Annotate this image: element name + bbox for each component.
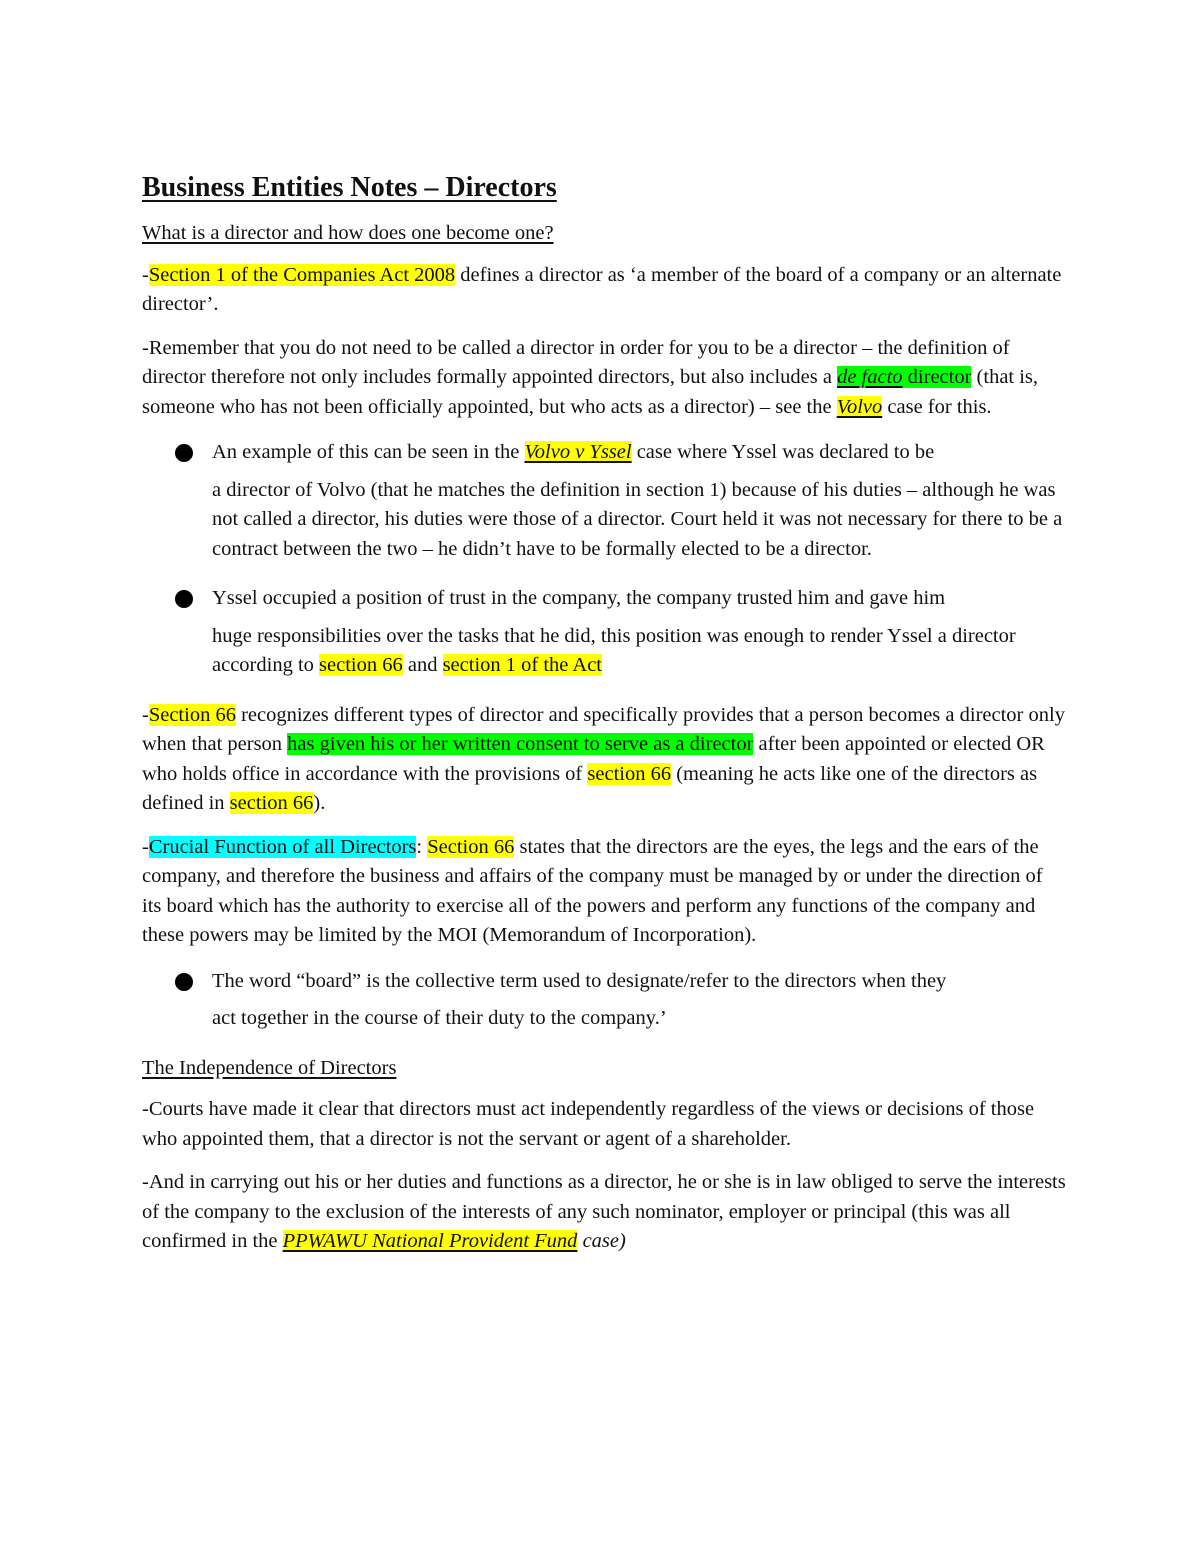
highlight-crucial-function: Crucial Function of all Directors bbox=[148, 835, 417, 858]
paragraph-text: (meaning he acts like one of the directors as defined in bbox=[142, 762, 1038, 814]
highlight-section-1: Section 1 of the Companies Act 2008 bbox=[148, 263, 456, 286]
dash-prefix: - bbox=[142, 835, 149, 858]
paragraph-text: recognizes different types of director and specifically provides that a person becomes a director only when that person bbox=[142, 703, 1065, 755]
bullet-item-board bbox=[142, 967, 1067, 1034]
bullet-text: huge responsibilities over the tasks that he did, this position was enough to render Yssel a director according to bbox=[212, 624, 1016, 676]
paragraph-section-66-types bbox=[142, 701, 1067, 819]
colon: : bbox=[416, 835, 428, 858]
bullet-text: An example of this can be seen in the bbox=[212, 441, 525, 463]
paragraph-text: after been appointed or elected OR who holds office in accordance with the provisions of bbox=[142, 733, 1045, 785]
bullet-text: case where Yssel was declared to be bbox=[631, 441, 935, 463]
case-name-volvo: Volvo bbox=[836, 395, 883, 418]
bullet-first-line bbox=[212, 438, 1067, 468]
paragraph-courts-independence: -Courts have made it clear that directors must act independently regardless of the views or decisions of those who appointed them, that a director is not the servant or agent of a shareholder. bbox=[142, 1098, 1035, 1150]
bullet-continuation: act together in the course of their duty to the company.’ bbox=[212, 1007, 667, 1029]
paragraph-text: -And in carrying out his or her duties and functions as a director, he or she is in law obliged to serve the interests of the company to the exclusion of the interests of any such nominator, employer or principal (this was all confirmed in the bbox=[142, 1171, 1066, 1252]
paragraph-text: case) bbox=[577, 1230, 626, 1252]
section-heading-independence: The Independence of Directors bbox=[142, 1056, 397, 1079]
highlight-section-66: section 66 bbox=[319, 654, 403, 676]
paragraph-text: -Remember that you do not need to be called a director in order for you to be a director – the definition of director therefore not only includes formally appointed directors, but also includes a bbox=[142, 336, 1010, 388]
highlight-de-facto-director bbox=[837, 366, 971, 388]
document-page bbox=[142, 168, 1067, 1271]
document-title: Business Entities Notes – Directors bbox=[142, 172, 557, 203]
bullet-item-volvo-v-yssel bbox=[142, 438, 1067, 564]
bullet-text: and bbox=[402, 654, 443, 676]
dash-prefix: - bbox=[142, 263, 149, 286]
dash-prefix: - bbox=[142, 703, 149, 726]
paragraph-text: case for this. bbox=[882, 395, 992, 418]
director-term: director bbox=[902, 366, 972, 388]
bullet-dot-icon bbox=[175, 973, 193, 991]
bullet-continuation: a director of Volvo (that he matches the definition in section 1) because of his duties – although he was not called a director, his duties were those of a director. Court held it was not necessary for there to be a contract between the two – he didn’t have to be formally elected to be a director. bbox=[212, 478, 1063, 560]
bullet-first-line: The word “board” is the collective term used to designate/refer to the directors when they bbox=[212, 969, 947, 992]
bullet-dot-icon bbox=[175, 590, 193, 608]
paragraph-text: ). bbox=[313, 792, 326, 814]
case-name-ppwawu: PPWAWU National Provident Fund bbox=[282, 1230, 578, 1252]
bullet-list-volvo bbox=[142, 438, 1067, 681]
section-heading-what-is-director: What is a director and how does one become one? bbox=[142, 222, 554, 244]
paragraph-text: states that the directors are the eyes, the legs and the ears of the company, and therefore the business and affairs of the company must be managed by or under the direction of its board which has the authority to exercise all of the powers and perform any functions of the company and these powers may be limited by the MOI (Memorandum of Incorporation). bbox=[142, 835, 1043, 946]
highlight-section-66: section 66 bbox=[229, 792, 314, 814]
highlight-section-66: Section 66 bbox=[148, 703, 236, 726]
paragraph-de-facto-director bbox=[142, 334, 1067, 423]
paragraph-text: defines a director as ‘a member of the board of a company or an alternate director’. bbox=[142, 263, 1062, 315]
highlight-written-consent: has given his or her written consent to serve as a director bbox=[287, 733, 754, 755]
paragraph-crucial-function bbox=[142, 833, 1067, 951]
highlight-section-66: section 66 bbox=[587, 762, 672, 785]
case-name-volvo-v-yssel: Volvo v Yssel bbox=[524, 441, 632, 463]
paragraph-section-1-definition bbox=[142, 261, 1067, 320]
highlight-section-1-of-act: section 1 of the Act bbox=[442, 654, 602, 676]
de-facto-term: de facto bbox=[837, 366, 903, 388]
highlight-section-66: Section 66 bbox=[427, 835, 515, 858]
bullet-dot-icon bbox=[175, 444, 193, 462]
bullet-first-line: Yssel occupied a position of trust in the company, the company trusted him and gave him bbox=[212, 587, 946, 609]
bullet-list-board bbox=[142, 967, 1067, 1034]
paragraph-text: (that is, someone who has not been officially appointed, but who acts as a director) – see the bbox=[142, 366, 1039, 418]
bullet-continuation bbox=[212, 625, 1016, 677]
paragraph-serve-interests bbox=[142, 1168, 1067, 1257]
bullet-item-position-of-trust bbox=[142, 584, 1067, 681]
